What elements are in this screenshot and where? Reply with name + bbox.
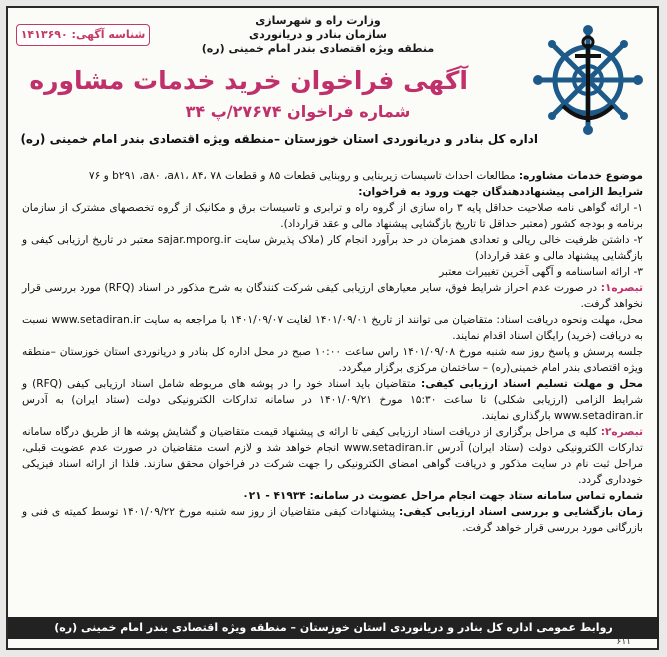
- note-2: [22, 424, 643, 488]
- anchor-ship-wheel-icon: [533, 22, 643, 142]
- footer-banner: روابط عمومی اداره کل بنادر و دریانوردی استان خوزستان – منطقه ویژه اقتصادی بندر امام خمینی (ره): [8, 617, 659, 639]
- document-place-paragraph: محل، مهلت ونحوه دریافت اسناد: متقاضیان می توانند از تاریخ ۱۴۰۱/۰۹/۰۱ لغایت ۱۴۰۱/۰۹/۰۷ با مراجعه به سایت www.setadiran.ir نسبت به دریافت (خرید) رایگان اسناد اقدام نمایند.: [22, 314, 643, 342]
- contact-line: شماره تماس سامانه ستاد جهت انجام مراحل عضویت در سامانه: ۴۱۹۳۴ - ۰۲۱: [242, 490, 643, 502]
- ministry-line-1: وزارت راه و شهرسازی: [255, 14, 381, 27]
- note-2-label: تبصره۲:: [600, 426, 643, 438]
- requirements-heading: شرایط الزامی پیشنهاددهندگان جهت ورود به فراخوان:: [358, 186, 643, 198]
- call-number: شماره فراخوان ۲۷۶۷۴/پ ۳۴: [185, 102, 411, 121]
- opening-paragraph: [22, 504, 643, 536]
- note-1-text: در صورت عدم احراز شرایط فوق، سایر معیارهای ارزیابی کیفی شرکت کنندگان به شرح مذکور در اسناد (RFQ) مورد بررسی قرار نخواهد گرفت.: [22, 282, 643, 310]
- note-1: [22, 280, 643, 312]
- advertisement-frame: [6, 6, 659, 650]
- header: [8, 8, 657, 150]
- subject-paragraph: [22, 168, 643, 184]
- opening-label: زمان بازگشایی و بررسی اسناد ارزیابی کیفی:: [399, 506, 643, 518]
- delivery-label: محل و مهلت تسلیم اسناد ارزیابی کیفی:: [420, 378, 643, 390]
- opening-text: پیشنهادات کیفی متقاضیان از روز سه شنبه مورخ ۱۴۰۱/۰۹/۲۲ توسط کمیته ی فنی و بازرگانی مورد بررسی قرار خواهد گرفت.: [22, 506, 643, 534]
- page-title: آگهی فراخوان خرید خدمات مشاوره: [29, 66, 468, 95]
- note-1-label: تبصره۱:: [600, 282, 643, 294]
- requirement-3: ۳- ارائه اساسنامه و آگهی آخرین تغییرات معتبر: [439, 266, 643, 278]
- meeting-paragraph: جلسه پرسش و پاسخ روز سه شنبه مورخ ۱۴۰۱/۰۹/۰۸ راس ساعت ۱۰:۰۰ صبح در محل اداره کل بنادر و دریانوردی استان خوزستان –منطقه ویژه اقتصادی بندر امام خمینی(ره) – ساختمان مرکزی برگزار میگردد.: [22, 346, 644, 374]
- page-number: ۶۱۱: [616, 637, 631, 647]
- ministry-line-2: سازمان بنادر و دریانوردی: [249, 28, 387, 41]
- delivery-paragraph: [22, 376, 643, 424]
- note-2-text: کلیه ی مراحل برگزاری از دریافت اسناد ارزیابی کیفی تا ارائه ی پیشنهاد قیمت متقاضیان و گشایش پوشه ها از طریق درگاه سامانه تدارکات الکترونیکی دولت (ستاد ایران) آدرس www.setadiran.ir انجام خواهد شد و لازم است متقاضیان در صورت عدم عضویت قبلی، مراحل ثبت نام در سایت مذکور و دریافت گواهی امضای الکترونیکی را جهت شرکت در فراخوان محقق سازند. فلذا از ارائه اسناد فیزیکی خودداری گردد.: [22, 426, 643, 486]
- delivery-text: متقاضیان باید اسناد خود را در پوشه های مربوطه شامل اسناد ارزیابی کیفی (RFQ) و شرایط الزامی (ارزیابی شکلی) تا ساعت ۱۵:۳۰ مورخ ۱۴۰۱/۰۹/۲۱ در سامانه تدارکات الکترونیکی دولت (ستاد ایران) به آدرس www.setadiran.ir بارگذاری نمایند.: [22, 378, 643, 422]
- ministry-line-3: منطقه ویژه اقتصادی بندر امام خمینی (ره): [201, 42, 435, 55]
- requirement-1: ۱- ارائه گواهی نامه صلاحیت حداقل پایه ۳ راه سازی از گروه راه و ترابری و تاسیسات برق و مکانیک از گروه تخصصهای مشترک از سازمان برنامه و بودجه کشور (معتبر حداقل تا تاریخ بازگشایی پیشنهاد مالی و عقد قرارداد).: [22, 202, 643, 230]
- page-subtitle: اداره کل بنادر و دریانوردی استان خوزستان –منطقه ویژه اقتصادی بندر امام خمینی (ره): [20, 132, 538, 146]
- requirement-2: ۲- داشتن ظرفیت خالی ریالی و تعدادی همزمان در حد برآورد انجام کار (ملاک پذیرش سایت sajar.mporg.ir معتبر در تاریخ ارزیابی کیفی و بازگشایی پیشنهاد مالی و عقد قرارداد): [22, 234, 643, 262]
- advertisement-body: [22, 168, 643, 536]
- ad-id-badge: شناسه آگهی: ۱۴۱۳۶۹۰: [16, 24, 150, 46]
- subject-text: مطالعات احداث تاسیسات زیربنایی و روبنایی قطعات ۸۵ و قطعات b۲۹۱ ،a۸۰ ،a۸۱، ۸۴، ۷۸ و ۷۶: [88, 170, 519, 182]
- subject-label: موضوع خدمات مشاوره:: [518, 170, 643, 182]
- ministry-block: [168, 14, 468, 56]
